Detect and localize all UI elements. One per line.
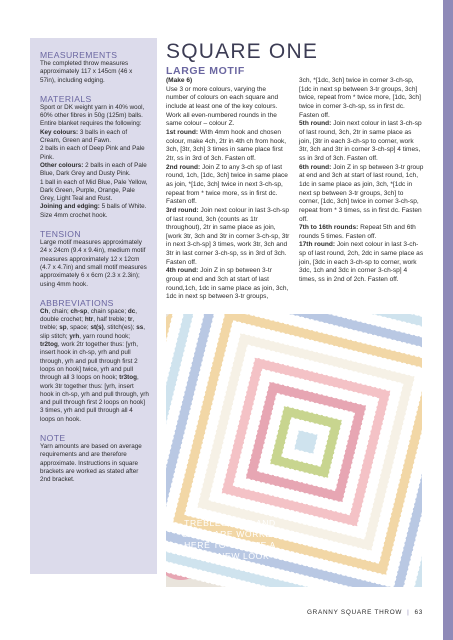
other-colours-text: 2 balls in each of Pale Blue, Dark Grey and Dusty Pink. [40, 161, 147, 178]
info-sidebar [30, 38, 157, 574]
round-text: Join Z in sp between 3-tr group at end and 3ch at start of last round,1ch, 1dc in same place as join, 3ch, 1dc in next sp between 3-tr groups, [166, 267, 289, 301]
round-4-continued: 3ch, *[1dc, 3ch] twice in corner 3-ch-sp, [1dc in next sp between 3-tr groups, 3ch] twice, repeat from * twice more, [1dc, 3ch] twice in corner 3-ch-sp, ss in first dc. Fasten off. [299, 77, 421, 119]
materials-intro: Sport or DK weight yarn in 40% wool, 60% other fibres in 50g (125m) balls. Entire blanket requires the following: [40, 103, 145, 128]
abbr-def: , chain; [48, 307, 71, 315]
abbr-term: ch-sp [70, 307, 88, 315]
abbr-def: , yarn round hook; [79, 332, 130, 340]
abbreviations-text [40, 308, 149, 424]
abbr-def: , double crochet; [40, 307, 137, 324]
other-colours [40, 162, 149, 179]
round-label: 3rd round: [166, 206, 199, 214]
pattern-column-1 [166, 77, 290, 302]
measurements-heading: MEASUREMENTS [40, 50, 118, 60]
round-label: 5th round: [299, 120, 332, 128]
section-subtitle: LARGE MOTIF [166, 65, 245, 77]
joining-edging [40, 203, 149, 211]
note-text: Yarn amounts are based on average requirements and are therefore approximate. Instructions in square brackets are worked as stated after 2nd bracket. [40, 442, 142, 484]
other-colours-label: Other colours: [40, 161, 84, 169]
abbr-term: sp [59, 324, 67, 332]
abbr-term: st(s) [90, 324, 104, 332]
abbr-term: tr2tog [40, 341, 58, 349]
key-colours [40, 129, 149, 146]
abbr-def: , stitch(es); [103, 324, 137, 332]
round-label: 1st round: [166, 128, 199, 136]
tension-text: Large motif measures approximately 24 x 24cm (9.4 x 9.4in), medium motif measures approximately 12 x 12cm (4.7 x 4.7in) and small motif measures approximately 6 x 6cm (2.3 x 2.3in); using 4mm hook. [40, 239, 147, 288]
make-label: (Make 6) [166, 77, 193, 84]
measurements-text: The completed throw measures approximately 117 x 145cm (46 x 57in), including edging. [40, 60, 133, 84]
joining-label: Joining and edging: [40, 203, 100, 211]
hook-size: Size 4mm crochet hook. [40, 211, 108, 219]
round-text: Join next colour in last 3-ch-sp of last round, 3ch (counts as 1tr throughout), 2tr in same place as join, [work 3tr, 3ch and 3tr in corner 3-ch-sp, 3tr in next 3-ch-sp] 3 times, work 3tr, 3ch and 3tr in last corner 3-ch-sp, ss in 3rd of 3ch. Fasten off. [166, 206, 290, 266]
joining-text: 5 balls of White. [99, 203, 147, 211]
round-text: Repeat 5th and 6th rounds 5 times. Fasten off. [299, 224, 416, 240]
abbr-term: ss [136, 324, 144, 332]
round-label: 17th round: [299, 241, 336, 249]
page-number: 63 [414, 609, 423, 616]
round-label: 4th round: [166, 267, 199, 275]
abbr-term: tr3tog [119, 374, 137, 382]
key-colours-extra: 2 balls in each of Deep Pink and Pale Pink. [40, 145, 145, 161]
round-label: 2nd round: [166, 163, 201, 171]
key-colours-text: 3 balls in each of Cream, Green and Fawn. [40, 128, 128, 145]
pattern-column-2 [299, 77, 424, 285]
round-label: 7th to 16th rounds: [299, 224, 359, 232]
photo-caption: TREBLES, DCS AND CHAIN ARE WORKED HERE TO CREATE A NEAT NEW LOOK [181, 518, 279, 561]
footer-separator: | [407, 609, 410, 616]
abbr-def: , work 2tr together thus: [yrh, insert hook in ch-sp, yrh and pull through, yrh and pull through first 2 loops on hook] twice, yrh and pull through all 3 loops on hook; [40, 341, 138, 382]
round-text: Join next colour in last 3-ch-sp of last round, 2ch, 2dc in same place as join, [3dc in each 3-ch-sp to corner, work 3dc, 1ch and 3dc in corner 3-ch-sp] 4 times, ss in 2nd of 2ch. Fasten off. [299, 241, 424, 284]
page-footer [307, 609, 423, 616]
rounds-7-16 [299, 224, 424, 241]
other-colours-extra: 1 ball in each of Mid Blue, Pale Yellow, Dark Green, Purple, Orange, Pale Grey, Light Teal and Rust. [40, 178, 148, 203]
round-text: With 4mm hook and chosen colour, make 4ch, 2tr in 4th ch from hook, 3ch, [3tr, 3ch] 3 times in same place first 2tr, ss in 3rd of 3ch. Fasten off. [166, 128, 287, 162]
note-heading: NOTE [40, 432, 66, 443]
footer-section: GRANNY SQUARE THROW [307, 609, 403, 616]
round-label: 6th round: [299, 163, 332, 171]
abbr-term: htr [84, 316, 94, 324]
crochet-round [294, 430, 318, 454]
page-edge-bar [443, 0, 453, 640]
abbr-def: , treble; [40, 316, 135, 332]
page-title: SQUARE ONE [166, 40, 319, 63]
abbr-term: dc [127, 307, 136, 315]
round-text: Join Z in sp between 3-tr group at end and 3ch at start of last round, 1ch, 1dc in same place as join, 3ch, *[1dc in next sp between 3-tr groups, 3ch] to corner, [1dc, 3ch] twice in corner 3-ch-sp, repeat from * 3 times, ss in first dc. Fasten off. [299, 163, 424, 223]
abbr-term: tr [127, 316, 133, 324]
abbr-term: Ch [40, 307, 49, 315]
pattern-intro: Use 3 or more colours, varying the number of colours on each square and include at least one of the key colours. Work all even-numbered rounds in the same colour – colour Z. [166, 85, 279, 128]
key-colours-label: Key colours: [40, 128, 79, 136]
round-4 [166, 267, 290, 302]
round-3 [166, 207, 290, 268]
tension-heading: TENSION [40, 229, 81, 240]
round-text: Join Z to any 3-ch sp of last round, 1ch, [1dc, 3ch] twice in same place as join, *[1dc, 3ch] twice in next 3-ch-sp, repeat from * twice more, ss in first dc. Fasten off. [166, 163, 288, 206]
abbr-def: , space; [66, 324, 91, 332]
round-2 [166, 164, 290, 207]
abbr-def: , half treble; [93, 316, 128, 324]
round-text: Join next colour in last 3-ch-sp of last round, 3ch, 2tr in same place as join, [3tr in each 3-ch-sp to corner, work 3tr, 3ch and 3tr in corner 3-ch-sp] 4 times, ss in 3rd of 3ch. Fasten off. [299, 120, 422, 162]
round-6 [299, 164, 424, 225]
abbr-def: , work 3tr together thus: [yrh, insert hook in ch-sp, yrh and pull through, yrh and pull through first 2 loops on hook] 3 times, yrh and pull through all 4 loops on hook. [40, 374, 149, 423]
make-count [166, 77, 290, 86]
round-5 [299, 120, 424, 163]
abbreviations-heading: ABBREVIATIONS [40, 297, 114, 308]
materials-heading: MATERIALS [40, 93, 92, 104]
abbr-def: , slip stitch; [40, 324, 146, 340]
round-1 [166, 129, 290, 164]
abbr-def: , chain space; [87, 307, 128, 315]
abbr-term: yrh [69, 332, 80, 340]
round-17 [299, 241, 424, 284]
